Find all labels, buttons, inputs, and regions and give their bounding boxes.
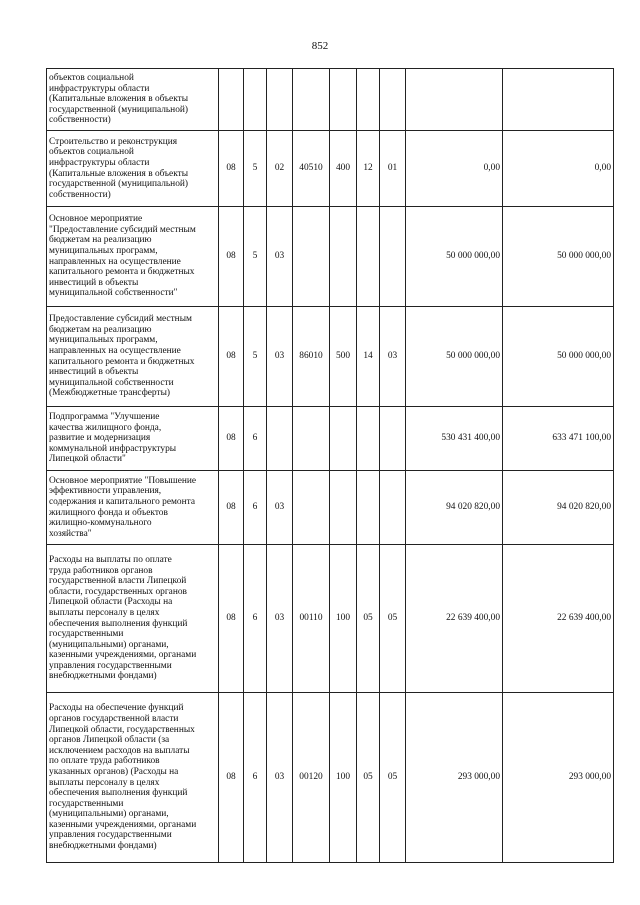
subsection-cell: 05 (380, 693, 406, 863)
amount-year-2-cell: 50 000 000,00 (503, 307, 614, 407)
amount-year-2-cell (503, 69, 614, 131)
amount-year-1-cell: 50 000 000,00 (406, 307, 503, 407)
subsection-cell: 03 (380, 307, 406, 407)
program-code-cell: 6 (244, 545, 267, 693)
subsection-cell: 01 (380, 131, 406, 207)
table-row (47, 407, 614, 471)
subprogram-code-cell (267, 69, 293, 131)
expense-type-cell (330, 69, 357, 131)
row-name-cell: Подпрограмма "Улучшение качества жилищного фонда, развитие и модернизация коммунальной инфраструктуры Липецкой области" (47, 407, 219, 471)
program-code-cell: 5 (244, 307, 267, 407)
expense-type-cell: 100 (330, 693, 357, 863)
section-cell (357, 407, 380, 471)
target-article-cell: 00110 (293, 545, 330, 693)
subprogram-code-cell: 03 (267, 693, 293, 863)
section-code-cell: 08 (219, 693, 244, 863)
expense-type-cell (330, 207, 357, 307)
expense-type-cell: 500 (330, 307, 357, 407)
subsection-cell (380, 69, 406, 131)
section-cell (357, 207, 380, 307)
target-article-cell: 00120 (293, 693, 330, 863)
page-number: 852 (311, 40, 329, 52)
section-code-cell: 08 (219, 545, 244, 693)
row-name-cell: Основное мероприятие "Повышение эффективности управления, содержания и капитального ремонта жилищного фонда и объектов жилищно-коммунального хозяйства" (47, 471, 219, 545)
row-name-cell: Расходы на выплаты по оплате труда работников органов государственной власти Липецкой области, государственных органов Липецкой области (Расходы на выплаты персоналу в целях обеспечения выполнения функций государственными (муниципальными) органами, казенными учреждениями, органами управления государственными внебюджетными фондами) (47, 545, 219, 693)
amount-year-1-cell: 22 639 400,00 (406, 545, 503, 693)
table-row (47, 307, 614, 407)
target-article-cell (293, 407, 330, 471)
amount-year-1-cell: 0,00 (406, 131, 503, 207)
target-article-cell: 40510 (293, 131, 330, 207)
program-code-cell: 6 (244, 693, 267, 863)
target-article-cell (293, 69, 330, 131)
table-row (47, 471, 614, 545)
amount-year-1-cell: 530 431 400,00 (406, 407, 503, 471)
target-article-cell (293, 471, 330, 545)
expense-type-cell: 100 (330, 545, 357, 693)
subsection-cell: 05 (380, 545, 406, 693)
section-code-cell: 08 (219, 407, 244, 471)
subprogram-code-cell (267, 407, 293, 471)
section-code-cell: 08 (219, 207, 244, 307)
amount-year-2-cell: 94 020 820,00 (503, 471, 614, 545)
section-cell (357, 471, 380, 545)
subsection-cell (380, 407, 406, 471)
amount-year-2-cell: 633 471 100,00 (503, 407, 614, 471)
row-name-cell: Предоставление субсидий местным бюджетам на реализацию муниципальных программ, направленных на осуществление капитального ремонта и бюджетных инвестиций в объекты муниципальной собственности (Межбюджетные трансферты) (47, 307, 219, 407)
budget-table (46, 68, 614, 863)
table-row (47, 131, 614, 207)
expense-type-cell (330, 407, 357, 471)
subprogram-code-cell: 03 (267, 307, 293, 407)
subsection-cell (380, 207, 406, 307)
section-code-cell: 08 (219, 131, 244, 207)
program-code-cell: 6 (244, 471, 267, 545)
program-code-cell: 5 (244, 207, 267, 307)
amount-year-2-cell: 22 639 400,00 (503, 545, 614, 693)
section-cell (357, 69, 380, 131)
subsection-cell (380, 471, 406, 545)
expense-type-cell (330, 471, 357, 545)
row-name-cell: Строительство и реконструкция объектов социальной инфраструктуры области (Капитальные вложения в объекты государственной (муниципальной) собственности) (47, 131, 219, 207)
amount-year-2-cell: 0,00 (503, 131, 614, 207)
target-article-cell (293, 207, 330, 307)
amount-year-1-cell: 94 020 820,00 (406, 471, 503, 545)
section-code-cell (219, 69, 244, 131)
program-code-cell: 5 (244, 131, 267, 207)
section-cell: 14 (357, 307, 380, 407)
subprogram-code-cell: 03 (267, 471, 293, 545)
target-article-cell: 86010 (293, 307, 330, 407)
amount-year-1-cell: 50 000 000,00 (406, 207, 503, 307)
row-name-cell: объектов социальной инфраструктуры области (Капитальные вложения в объекты государственной (муниципальной) собственности) (47, 69, 219, 131)
section-cell: 05 (357, 693, 380, 863)
row-name-cell: Расходы на обеспечение функций органов государственной власти Липецкой области, государственных органов Липецкой области (за исключением расходов на выплаты по оплате труда работников указанных органов) (Расходы на выплаты персоналу в целях обеспечения выполнения функций государственными (муниципальными) органами, казенными учреждениями, органами управления государственными внебюджетными фондами) (47, 693, 219, 863)
amount-year-2-cell: 293 000,00 (503, 693, 614, 863)
amount-year-1-cell (406, 69, 503, 131)
subprogram-code-cell: 02 (267, 131, 293, 207)
subprogram-code-cell: 03 (267, 207, 293, 307)
subprogram-code-cell: 03 (267, 545, 293, 693)
program-code-cell: 6 (244, 407, 267, 471)
amount-year-1-cell: 293 000,00 (406, 693, 503, 863)
amount-year-2-cell: 50 000 000,00 (503, 207, 614, 307)
section-code-cell: 08 (219, 307, 244, 407)
expense-type-cell: 400 (330, 131, 357, 207)
table-row (47, 693, 614, 863)
table-row (47, 69, 614, 131)
row-name-cell: Основное мероприятие "Предоставление субсидий местным бюджетам на реализацию муниципальных программ, направленных на осуществление капитального ремонта и бюджетных инвестиций в объекты муниципальной собственности" (47, 207, 219, 307)
table-row (47, 545, 614, 693)
section-code-cell: 08 (219, 471, 244, 545)
section-cell: 05 (357, 545, 380, 693)
program-code-cell (244, 69, 267, 131)
section-cell: 12 (357, 131, 380, 207)
table-row (47, 207, 614, 307)
